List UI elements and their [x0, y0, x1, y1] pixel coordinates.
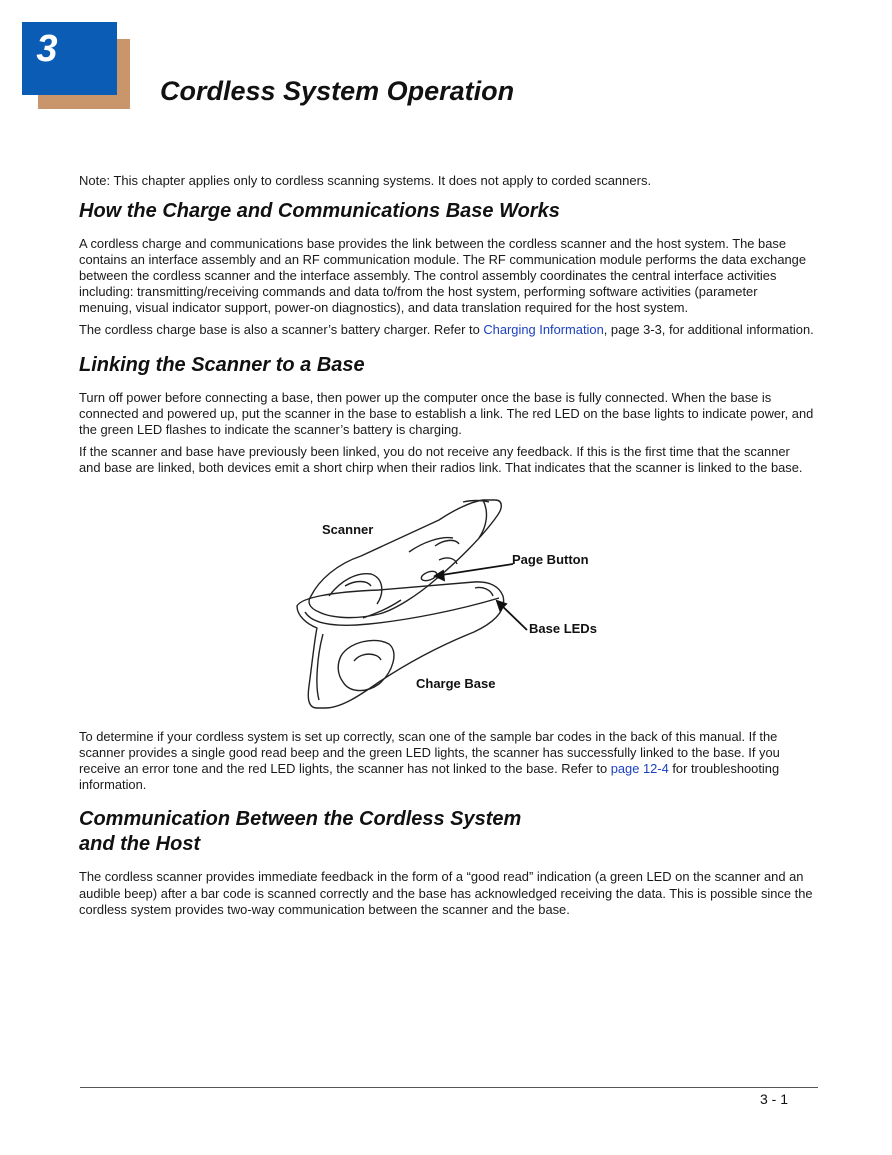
chapter-number: 3	[36, 28, 58, 70]
figure-label-page-button: Page Button	[512, 552, 589, 568]
page-12-4-link[interactable]: page 12-4	[610, 761, 669, 777]
paragraph: A cordless charge and communications base provides the link between the cordless scanner and the host system. The base contains an interface assembly and an RF communication module. The RF communication module performs the data exchange between the cordless scanner and the interface assembly. The control assembly coordinates the central interface activities including: transmitting/receiving commands and data to/from the host system, performing software activities (parameter menuing, visual indicator support, power-on diagnostics), and data translation required for the host system.	[79, 236, 807, 316]
scanner-base-figure	[79, 486, 814, 716]
heading-line: Communication Between the Cordless System	[79, 808, 522, 831]
text-span: To determine if your cordless system is set up correctly, scan one of the sample bar codes in the back of this manual. If the scanner provides a single good read beep and the green LED lights, the scanner has successfully linked to the base. If you receive an error tone and the red LED lights, the scanner has not linked to the base. Refer to	[79, 729, 780, 777]
paragraph-charging	[79, 322, 814, 338]
section-heading-linking: Linking the Scanner to a Base	[79, 353, 365, 376]
section-heading-communication	[79, 807, 814, 857]
text-span: for troubleshooting information.	[79, 761, 780, 793]
page-content	[79, 170, 814, 924]
chapter-badge	[0, 0, 140, 120]
heading-line: and the Host	[79, 833, 201, 856]
figure-label-base-leds: Base LEDs	[529, 621, 597, 637]
paragraph-verify-link	[79, 729, 814, 793]
chapter-note: Note: This chapter applies only to cordless scanning systems. It does not apply to corded scanners.	[79, 173, 652, 188]
text-span: , page 3-3, for additional information.	[603, 322, 814, 338]
paragraph: Turn off power before connecting a base, then power up the computer once the base is fully connected. When the base is connected and powered up, put the scanner in the base to establish a link. The red LED on the base lights to indicate power, and the green LED flashes to indicate the scanner’s battery is charging.	[79, 389, 814, 437]
figure-label-scanner: Scanner	[322, 522, 374, 538]
chapter-title: Cordless System Operation	[160, 76, 515, 106]
paragraph: The cordless scanner provides immediate feedback in the form of a “good read” indication (a green LED on the scanner and an audible beep) after a bar code is scanned correctly and the base has acknowledged receiving the data. This is possible since the cordless system provides two-way communication between the scanner and the base.	[79, 869, 813, 917]
footer-rule	[80, 1087, 818, 1088]
paragraph: If the scanner and base have previously been linked, you do not receive any feedback. If this is the first time that the scanner and base are linked, both devices emit a short chirp when their radios link. That indicates that the scanner is linked to the base.	[79, 443, 803, 475]
figure-label-charge-base: Charge Base	[416, 676, 496, 692]
page-number: 3 - 1	[760, 1091, 789, 1107]
section-heading-base-works: How the Charge and Communications Base Works	[79, 200, 560, 222]
text-span: The cordless charge base is also a scanner’s battery charger. Refer to	[79, 322, 484, 338]
charging-information-link[interactable]: Charging Information	[483, 322, 604, 338]
